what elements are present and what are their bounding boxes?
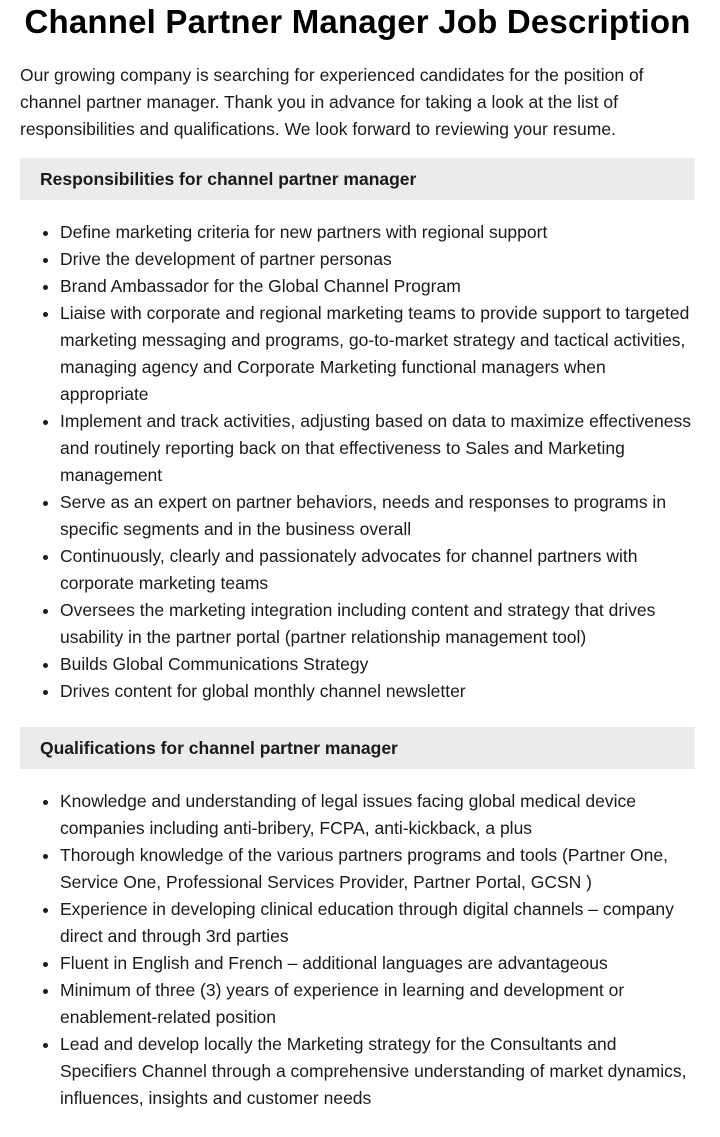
list-item: Oversees the marketing integration including content and strategy that drives usability in the partner portal (partner relationship management tool) bbox=[60, 597, 695, 651]
list-item: Thorough knowledge of the various partners programs and tools (Partner One, Service One, Professional Services Provider, Partner Portal, GCSN ) bbox=[60, 842, 695, 896]
responsibilities-heading bbox=[20, 158, 695, 200]
list-item: Drive the development of partner personas bbox=[60, 246, 695, 273]
list-item: Fluent in English and French – additional languages are advantageous bbox=[60, 950, 695, 977]
page-title: Channel Partner Manager Job Description bbox=[24, 3, 691, 40]
qualifications-heading bbox=[20, 727, 695, 769]
list-item: Brand Ambassador for the Global Channel Program bbox=[60, 273, 695, 300]
list-item: Implement and track activities, adjusting based on data to maximize effectiveness and routinely reporting back on that effectiveness to Sales and Marketing management bbox=[60, 408, 695, 489]
responsibilities-heading-label: Responsibilities for channel partner manager bbox=[40, 168, 417, 189]
list-item: Experience in developing clinical education through digital channels – company direct and through 3rd parties bbox=[60, 896, 695, 950]
qualifications-heading-label: Qualifications for channel partner manager bbox=[40, 737, 398, 758]
list-item: Builds Global Communications Strategy bbox=[60, 651, 695, 678]
intro-paragraph: Our growing company is searching for experienced candidates for the position of channel partner manager. Thank you in advance for taking a look at the list of responsibilities and qualifications. We look forward to reviewing your resume. bbox=[20, 65, 644, 139]
list-item: Lead and develop locally the Marketing strategy for the Consultants and Specifiers Channel through a comprehensive understanding of market dynamics, influences, insights and customer needs bbox=[60, 1031, 695, 1112]
list-item: Knowledge and understanding of legal issues facing global medical device companies including anti-bribery, FCPA, anti-kickback, a plus bbox=[60, 788, 695, 842]
qualifications-list bbox=[20, 788, 695, 1112]
list-item: Minimum of three (3) years of experience in learning and development or enablement-related position bbox=[60, 977, 695, 1031]
list-item: Define marketing criteria for new partners with regional support bbox=[60, 219, 695, 246]
list-item: Drives content for global monthly channel newsletter bbox=[60, 678, 695, 705]
list-item: Liaise with corporate and regional marketing teams to provide support to targeted marketing messaging and programs, go-to-market strategy and tactical activities, managing agency and Corporate Marketing functional managers when appropriate bbox=[60, 300, 695, 408]
responsibilities-list bbox=[20, 219, 695, 705]
list-item: Serve as an expert on partner behaviors, needs and responses to programs in specific segments and in the business overall bbox=[60, 489, 695, 543]
list-item: Continuously, clearly and passionately advocates for channel partners with corporate marketing teams bbox=[60, 543, 695, 597]
